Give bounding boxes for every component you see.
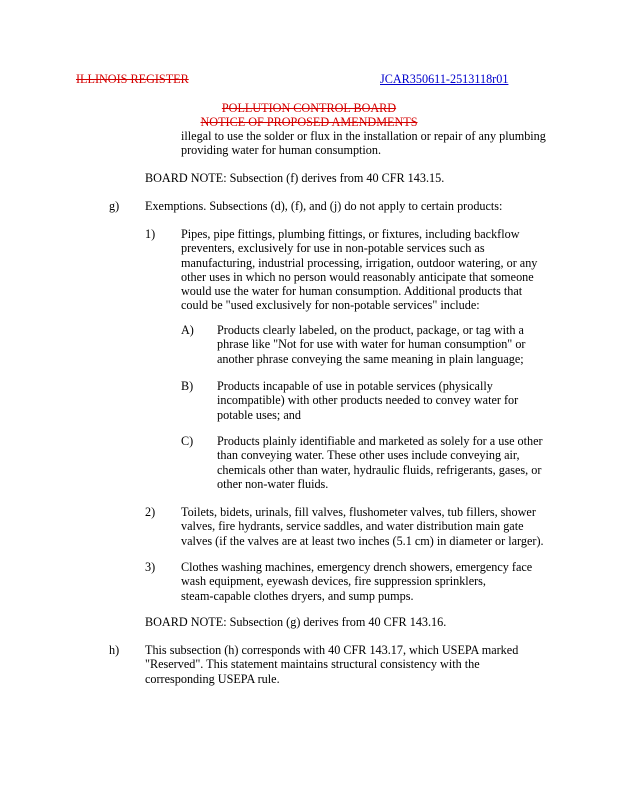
text-line: preventers, exclusively for use in non-potable services such as	[181, 241, 485, 256]
text-line: other non-water fluids.	[217, 476, 329, 491]
text-line: corresponding USEPA rule.	[145, 671, 280, 686]
subsection-g-label: g)	[109, 199, 120, 213]
item-2-label: 2)	[145, 505, 156, 519]
text-line: another phrase conveying the same meaning in plain language;	[217, 351, 524, 366]
text-line: valves (if the valves are at least two inches (5.1 cm) in diameter or larger).	[181, 533, 544, 548]
text-line: would use the water for human consumption. Additional products that	[181, 284, 523, 299]
item-2-text	[181, 505, 544, 548]
text-line: "Reserved". This statement maintains structural consistency with the	[145, 657, 480, 672]
item-c-label: C)	[181, 434, 194, 448]
text-line: manufacturing, industrial processing, irrigation, outdoor watering, or any	[181, 255, 538, 270]
text-line: Pipes, pipe fittings, plumbing fittings, or fixtures, including backflow	[181, 227, 520, 241]
item-b-text	[217, 379, 518, 422]
item-3-text	[181, 560, 532, 603]
text-line: chemicals other than water, hydraulic fluids, refrigerants, gases, or	[217, 462, 542, 477]
text-line: valves, fire hydrants, service saddles, and water distribution main gate	[181, 519, 524, 534]
board-note-f: BOARD NOTE: Subsection (f) derives from 40 CFR 143.15.	[145, 171, 445, 185]
text-line: steam-capable clothes dryers, and sump pumps.	[181, 588, 414, 603]
register-title: ILLINOIS REGISTER	[76, 72, 189, 86]
text-line: Clothes washing machines, emergency drench showers, emergency face	[181, 560, 533, 574]
item-a-text	[217, 323, 525, 366]
subsection-h-label: h)	[109, 643, 120, 657]
item-3-label: 3)	[145, 560, 156, 574]
text-line: providing water for human consumption.	[181, 143, 382, 158]
board-name: POLLUTION CONTROL BOARD	[221, 101, 397, 115]
notice-title: NOTICE OF PROPOSED AMENDMENTS	[200, 115, 418, 129]
board-note-g: BOARD NOTE: Subsection (g) derives from 40 CFR 143.16.	[145, 615, 447, 629]
continuation-text	[181, 129, 546, 158]
text-line: other uses in which no person would reasonably anticipate that someone	[181, 269, 534, 284]
item-1-label: 1)	[145, 227, 156, 241]
text-line: phrase like "Not for use with water for human consumption" or	[217, 337, 526, 352]
item-c-text	[217, 434, 543, 491]
text-line: wash equipment, eyewash devices, fire suppression sprinklers,	[181, 574, 486, 589]
text-line: incompatible) with other products needed to convey water for	[217, 393, 519, 408]
text-line: Products plainly identifiable and marketed as solely for a use other	[217, 434, 543, 448]
subsection-h-text	[145, 643, 518, 686]
text-line: Toilets, bidets, urinals, fill valves, flushometer valves, tub fillers, shower	[181, 505, 536, 519]
text-line: This subsection (h) corresponds with 40 CFR 143.17, which USEPA marked	[145, 643, 519, 657]
item-b-label: B)	[181, 379, 194, 393]
subsection-g-text: Exemptions. Subsections (d), (f), and (j) do not apply to certain products:	[145, 199, 503, 213]
item-a-label: A)	[181, 323, 194, 337]
document-id[interactable]: JCAR350611-2513118r01	[380, 72, 509, 86]
text-line: potable uses; and	[217, 407, 301, 422]
text-line: Products clearly labeled, on the product, package, or tag with a	[217, 323, 524, 337]
text-line: Products incapable of use in potable services (physically	[217, 379, 493, 393]
text-line: could be "used exclusively for non-potable services" include:	[181, 298, 480, 313]
item-1-text	[181, 227, 537, 313]
text-line: illegal to use the solder or flux in the installation or repair of any plumbing	[181, 129, 546, 143]
text-line: than conveying water. These other uses include conveying air,	[217, 448, 520, 463]
